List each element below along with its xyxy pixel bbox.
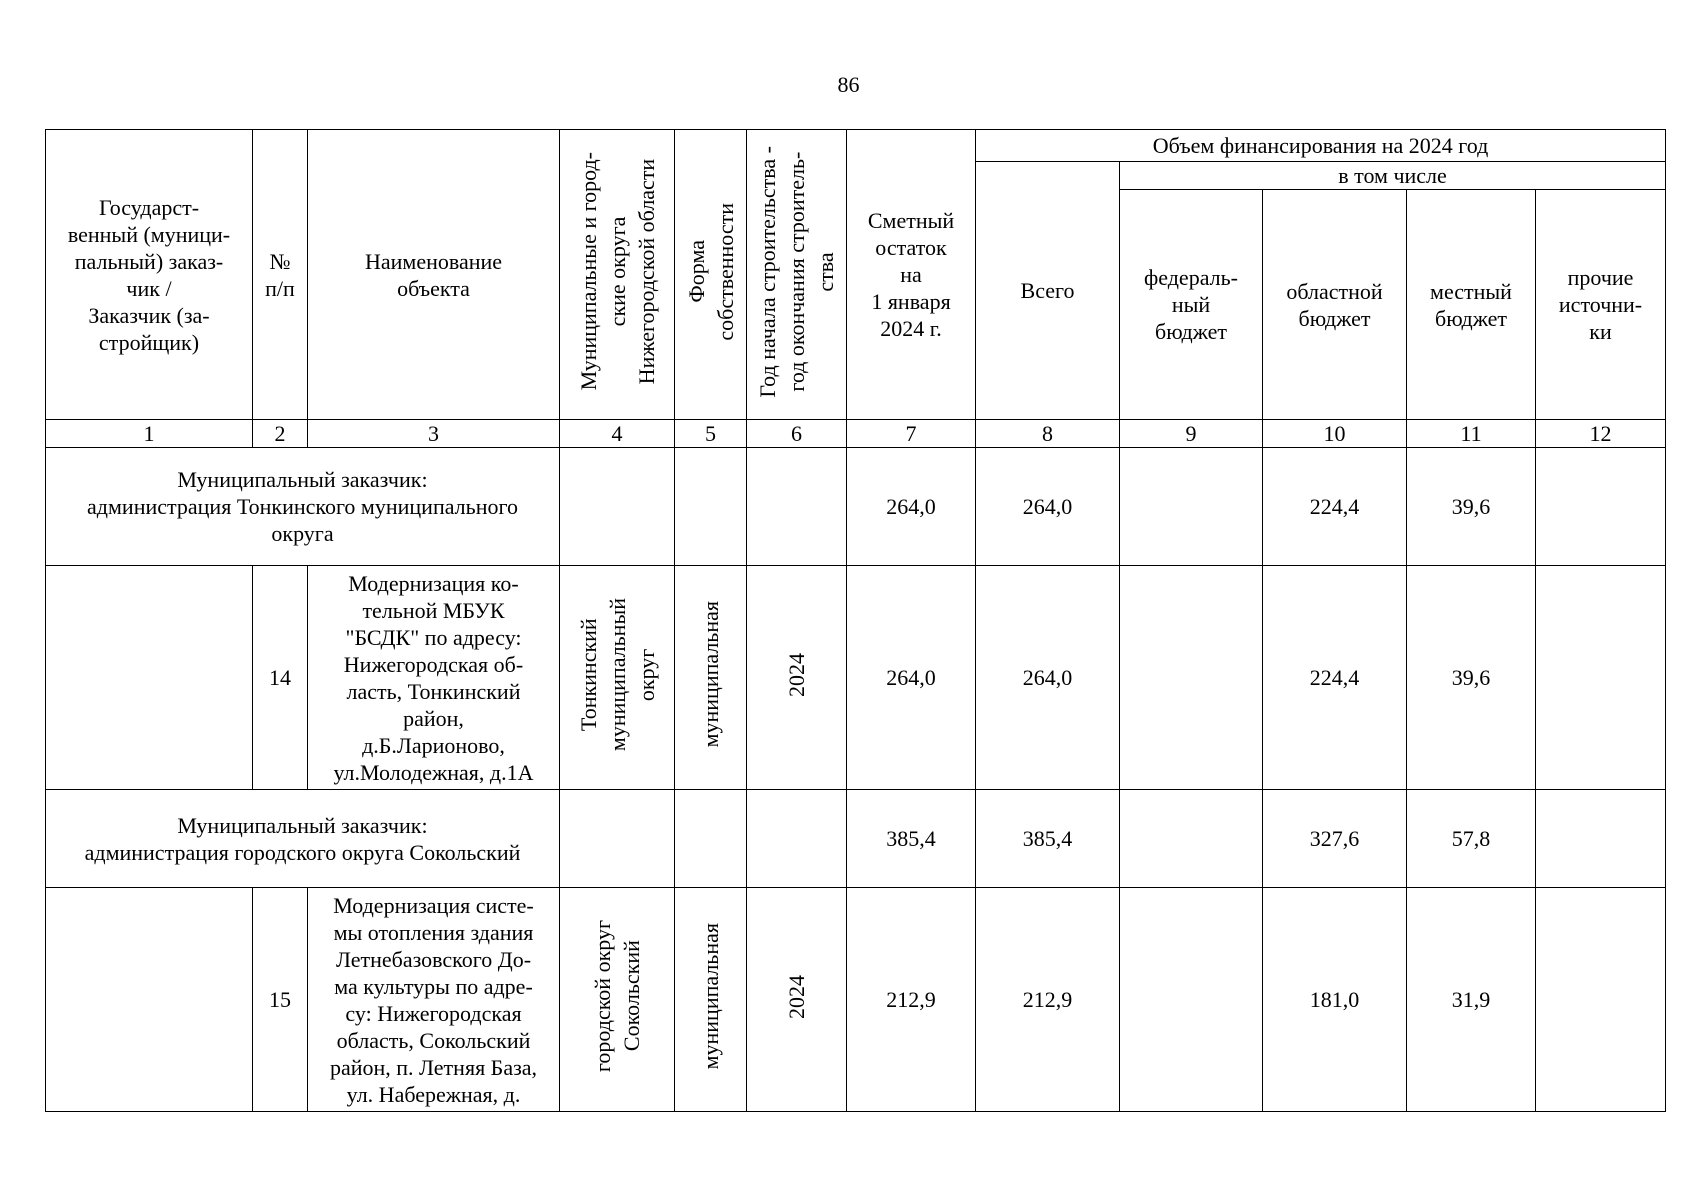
- table-row-group: [46, 448, 1666, 566]
- header-federal: федераль- ный бюджет: [1120, 190, 1263, 420]
- column-number: 2: [253, 420, 308, 448]
- cell-estimate: 264,0: [847, 448, 976, 566]
- header-including: в том числе: [1120, 162, 1666, 190]
- cell-regional: 224,4: [1263, 448, 1407, 566]
- column-number: 12: [1536, 420, 1666, 448]
- cell-district: [560, 448, 675, 566]
- column-number: 10: [1263, 420, 1407, 448]
- cell-local: 57,8: [1407, 790, 1536, 888]
- cell-federal: [1120, 790, 1263, 888]
- column-number: 5: [675, 420, 747, 448]
- cell-years: [747, 790, 847, 888]
- header-local: местный бюджет: [1407, 190, 1536, 420]
- page-number: 86: [837, 72, 860, 97]
- customer-group: Муниципальный заказчик: администрация Тонкинского муниципального округа: [46, 448, 560, 566]
- header-financing: Объем финансирования на 2024 год: [976, 130, 1666, 162]
- cell-total: 385,4: [976, 790, 1120, 888]
- header-other: прочие источни- ки: [1536, 190, 1666, 420]
- cell-other: [1536, 790, 1666, 888]
- cell-total: 264,0: [976, 566, 1120, 790]
- cell-local: 39,6: [1407, 566, 1536, 790]
- cell-other: [1536, 448, 1666, 566]
- cell-object-name: Модернизация ко- тельной МБУК "БСДК" по адресу: Нижегородская об- ласть, Тонкинский район, д.Б.Ларионово, ул.Молодежная, д.1А: [308, 566, 560, 790]
- column-number: 1: [46, 420, 253, 448]
- cell-object-name: Модернизация систе- мы отопления здания Летнебазовского До- ма культуры по адре- су: Нижегородская область, Сокольский район, п. Летняя База, ул. Набережная, д.: [308, 888, 560, 1112]
- cell-district: Тонкинский муниципальный округ: [560, 566, 675, 790]
- financing-table: [45, 129, 1666, 1112]
- cell-estimate: 385,4: [847, 790, 976, 888]
- header-district: Муниципальные и город- ские округа Нижегородской области: [560, 130, 675, 420]
- cell-years: 2024: [747, 888, 847, 1112]
- cell-years: 2024: [747, 566, 847, 790]
- header-object-name: Наименование объекта: [308, 130, 560, 420]
- column-numbers-row: [46, 420, 1666, 448]
- header-ownership: Форма собственности: [675, 130, 747, 420]
- cell-other: [1536, 566, 1666, 790]
- cell-ownership: муниципальная: [675, 888, 747, 1112]
- header-row-1: [46, 130, 1666, 162]
- column-number: 4: [560, 420, 675, 448]
- cell-federal: [1120, 448, 1263, 566]
- cell-ownership: муниципальная: [675, 566, 747, 790]
- header-estimate: Сметный остаток на 1 января 2024 г.: [847, 130, 976, 420]
- cell-local: 39,6: [1407, 448, 1536, 566]
- cell-number: 15: [253, 888, 308, 1112]
- header-customer: Государст- венный (муници- пальный) заказ- чик / Заказчик (за- стройщик): [46, 130, 253, 420]
- cell-regional: 327,6: [1263, 790, 1407, 888]
- cell-estimate: 264,0: [847, 566, 976, 790]
- cell-regional: 181,0: [1263, 888, 1407, 1112]
- header-years: Год начала строительства - год окончания строитель- ства: [747, 130, 847, 420]
- column-number: 8: [976, 420, 1120, 448]
- table-row: [46, 888, 1666, 1112]
- cell-federal: [1120, 888, 1263, 1112]
- cell-number: 14: [253, 566, 308, 790]
- customer-group: Муниципальный заказчик: администрация городского округа Сокольский: [46, 790, 560, 888]
- table-row: [46, 566, 1666, 790]
- table-row-group: [46, 790, 1666, 888]
- cell-local: 31,9: [1407, 888, 1536, 1112]
- header-regional: областной бюджет: [1263, 190, 1407, 420]
- cell-ownership: [675, 448, 747, 566]
- column-number: 6: [747, 420, 847, 448]
- column-number: 9: [1120, 420, 1263, 448]
- cell-estimate: 212,9: [847, 888, 976, 1112]
- cell-customer: [46, 566, 253, 790]
- cell-district: [560, 790, 675, 888]
- cell-other: [1536, 888, 1666, 1112]
- cell-regional: 224,4: [1263, 566, 1407, 790]
- cell-customer: [46, 888, 253, 1112]
- cell-district: городской округ Сокольский: [560, 888, 675, 1112]
- cell-total: 212,9: [976, 888, 1120, 1112]
- cell-years: [747, 448, 847, 566]
- cell-ownership: [675, 790, 747, 888]
- header-total: Всего: [976, 162, 1120, 420]
- cell-federal: [1120, 566, 1263, 790]
- cell-total: 264,0: [976, 448, 1120, 566]
- column-number: 11: [1407, 420, 1536, 448]
- column-number: 7: [847, 420, 976, 448]
- column-number: 3: [308, 420, 560, 448]
- header-number: № п/п: [253, 130, 308, 420]
